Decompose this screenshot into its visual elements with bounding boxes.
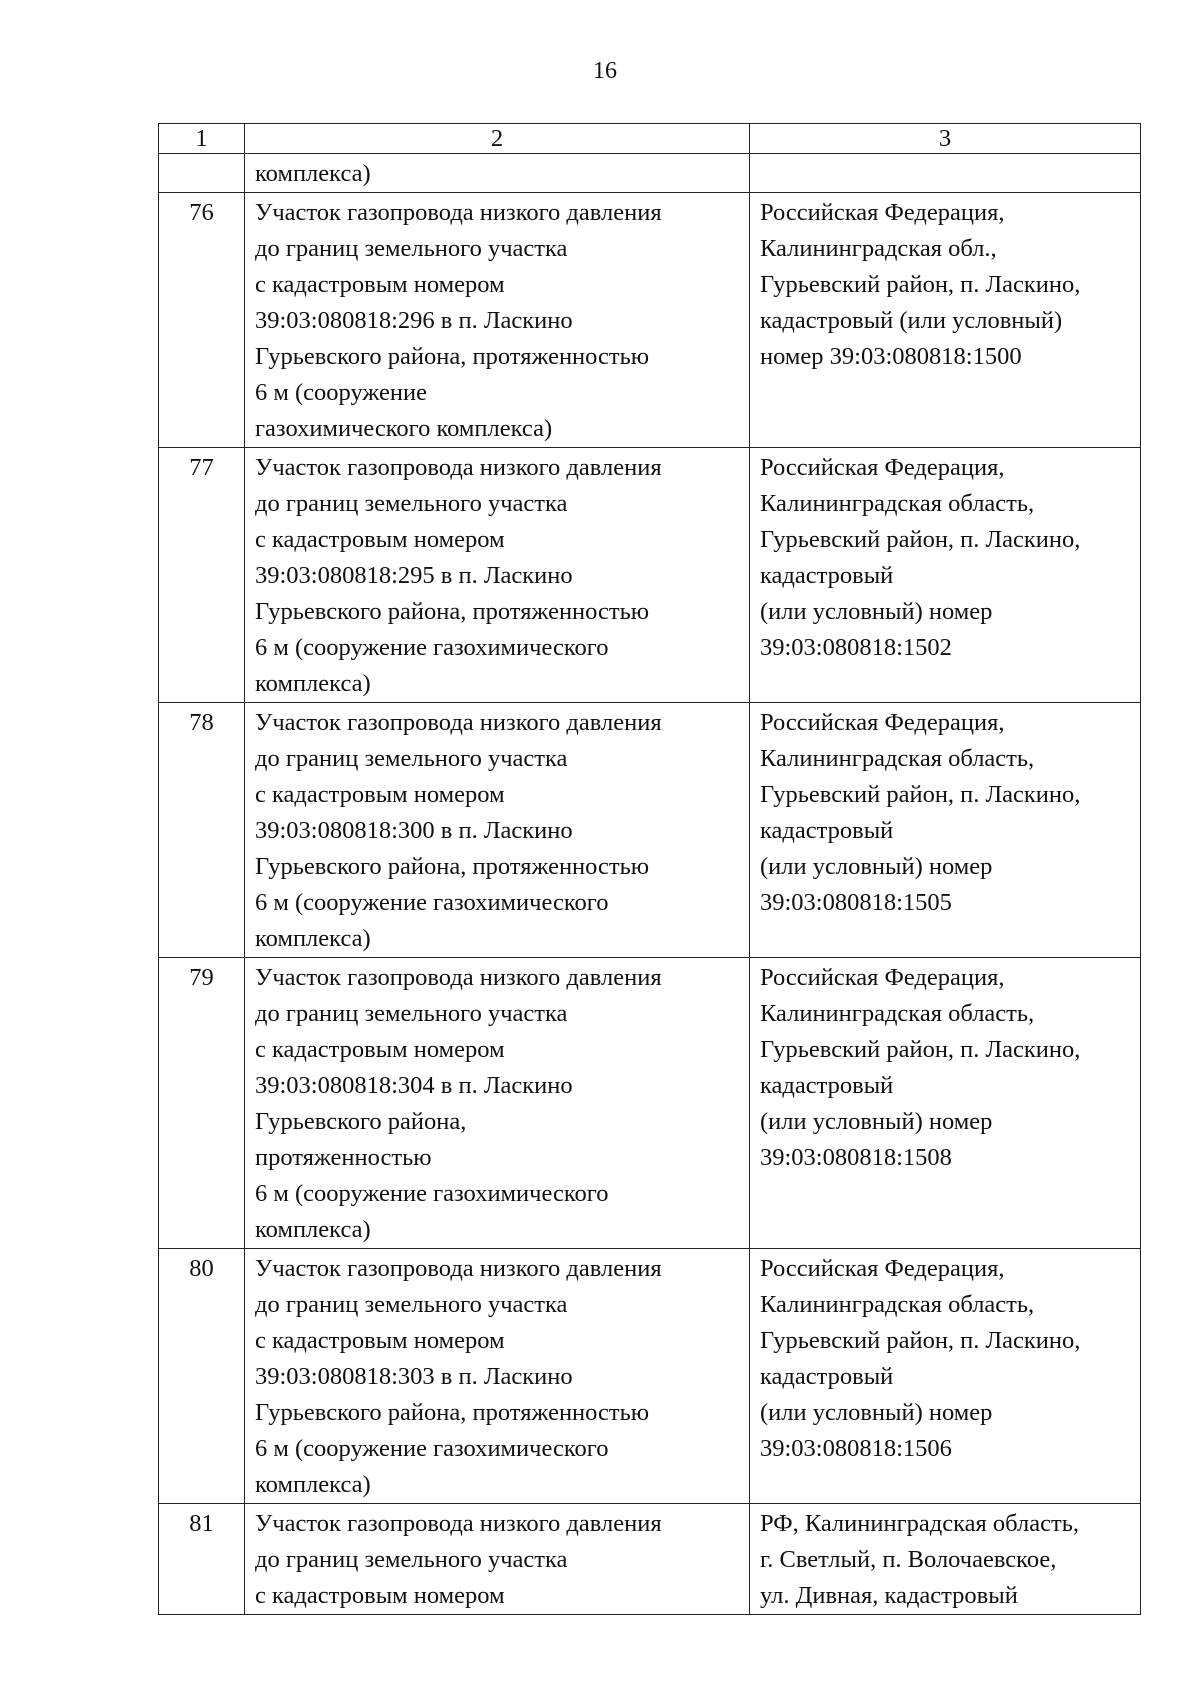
description-line: комплекса) xyxy=(255,1216,371,1243)
row-number-cell xyxy=(159,154,245,193)
table-row xyxy=(159,1249,1141,1504)
address-line: Гурьевский район, п. Ласкино, xyxy=(760,1036,1081,1063)
address-line: номер 39:03:080818:1500 xyxy=(760,343,1022,370)
description-line: Участок газопровода низкого давления xyxy=(255,454,662,481)
description-cell xyxy=(245,1504,750,1615)
description-line: комплекса) xyxy=(255,670,371,697)
description-cell xyxy=(245,703,750,958)
address-line: кадастровый xyxy=(760,1072,894,1099)
description-line: комплекса) xyxy=(255,1471,371,1498)
description-line: с кадастровым номером xyxy=(255,271,505,298)
description-line: газохимического комплекса) xyxy=(255,415,553,442)
table-header-row xyxy=(159,124,1141,154)
description-line: до границ земельного участка xyxy=(255,1291,568,1318)
address-line: 39:03:080818:1502 xyxy=(760,634,952,661)
address-line: (или условный) номер xyxy=(760,1108,993,1135)
table-row xyxy=(159,193,1141,448)
row-number-cell: 77 xyxy=(159,448,245,703)
address-cell xyxy=(750,703,1141,958)
description-line: 6 м (сооружение газохимического xyxy=(255,889,609,916)
address-line: Калининградская область, xyxy=(760,490,1035,517)
description-line: с кадастровым номером xyxy=(255,1327,505,1354)
address-line: Российская Федерация, xyxy=(760,964,1005,991)
description-line: с кадастровым номером xyxy=(255,1582,505,1609)
description-line: 39:03:080818:304 в п. Ласкино xyxy=(255,1072,573,1099)
address-cell xyxy=(750,958,1141,1249)
description-line: комплекса) xyxy=(255,925,371,952)
address-line: (или условный) номер xyxy=(760,853,993,880)
description-line: 6 м (сооружение газохимического xyxy=(255,1180,609,1207)
table-row xyxy=(159,958,1141,1249)
column-header: 1 xyxy=(159,124,245,154)
address-line: (или условный) номер xyxy=(760,598,993,625)
description-line: Участок газопровода низкого давления xyxy=(255,709,662,736)
row-number-cell: 81 xyxy=(159,1504,245,1615)
description-cell xyxy=(245,193,750,448)
address-line: Российская Федерация, xyxy=(760,709,1005,736)
description-line: с кадастровым номером xyxy=(255,781,505,808)
address-line: 39:03:080818:1508 xyxy=(760,1144,952,1171)
description-line: Участок газопровода низкого давления xyxy=(255,199,662,226)
address-line: Гурьевский район, п. Ласкино, xyxy=(760,271,1081,298)
table-row xyxy=(159,1504,1141,1615)
address-line: Гурьевский район, п. Ласкино, xyxy=(760,781,1081,808)
description-line: 39:03:080818:296 в п. Ласкино xyxy=(255,307,573,334)
registry-table xyxy=(158,123,1141,1615)
row-number-cell: 76 xyxy=(159,193,245,448)
description-line: 6 м (сооружение газохимического xyxy=(255,634,609,661)
address-cell xyxy=(750,448,1141,703)
description-line: протяженностью xyxy=(255,1144,432,1171)
address-cell xyxy=(750,193,1141,448)
description-line: Гурьевского района, xyxy=(255,1108,467,1135)
address-line: кадастровый (или условный) xyxy=(760,307,1063,334)
page-number: 16 xyxy=(593,58,617,84)
address-line: Калининградская область, xyxy=(760,1000,1035,1027)
description-line: до границ земельного участка xyxy=(255,235,568,262)
table-body xyxy=(159,124,1141,1615)
description-line: Участок газопровода низкого давления xyxy=(255,1510,662,1537)
description-line: до границ земельного участка xyxy=(255,745,568,772)
address-line: Гурьевский район, п. Ласкино, xyxy=(760,1327,1081,1354)
address-line: Российская Федерация, xyxy=(760,454,1005,481)
table-row xyxy=(159,154,1141,193)
address-line: 39:03:080818:1505 xyxy=(760,889,952,916)
address-cell xyxy=(750,1504,1141,1615)
address-line: кадастровый xyxy=(760,817,894,844)
description-line: до границ земельного участка xyxy=(255,1546,568,1573)
address-line: Российская Федерация, xyxy=(760,199,1005,226)
address-line: кадастровый xyxy=(760,562,894,589)
address-line: кадастровый xyxy=(760,1363,894,1390)
column-header: 2 xyxy=(245,124,750,154)
address-line: 39:03:080818:1506 xyxy=(760,1435,952,1462)
column-header: 3 xyxy=(750,124,1141,154)
description-line: 6 м (сооружение газохимического xyxy=(255,1435,609,1462)
address-line: Гурьевский район, п. Ласкино, xyxy=(760,526,1081,553)
address-cell xyxy=(750,154,1141,193)
description-cell xyxy=(245,154,750,193)
description-line: 39:03:080818:295 в п. Ласкино xyxy=(255,562,573,589)
description-line: Гурьевского района, протяженностью xyxy=(255,598,650,625)
description-cell xyxy=(245,448,750,703)
description-line: 6 м (сооружение xyxy=(255,379,427,406)
description-cell xyxy=(245,1249,750,1504)
description-line: Участок газопровода низкого давления xyxy=(255,964,662,991)
description-line: 39:03:080818:300 в п. Ласкино xyxy=(255,817,573,844)
table-row xyxy=(159,703,1141,958)
address-line: Калининградская обл., xyxy=(760,235,997,262)
row-number-cell: 79 xyxy=(159,958,245,1249)
description-line: 39:03:080818:303 в п. Ласкино xyxy=(255,1363,573,1390)
address-line: РФ, Калининградская область, xyxy=(760,1510,1079,1537)
description-line: до границ земельного участка xyxy=(255,1000,568,1027)
address-line: (или условный) номер xyxy=(760,1399,993,1426)
description-cell xyxy=(245,958,750,1249)
address-line: г. Светлый, п. Волочаевское, xyxy=(760,1546,1057,1573)
description-line: Гурьевского района, протяженностью xyxy=(255,1399,650,1426)
description-line: Участок газопровода низкого давления xyxy=(255,1255,662,1282)
description-line: с кадастровым номером xyxy=(255,1036,505,1063)
address-line: Калининградская область, xyxy=(760,745,1035,772)
address-line: Калининградская область, xyxy=(760,1291,1035,1318)
description-line: Гурьевского района, протяженностью xyxy=(255,343,650,370)
table-row xyxy=(159,448,1141,703)
address-line: ул. Дивная, кадастровый xyxy=(760,1582,1018,1609)
address-line: Российская Федерация, xyxy=(760,1255,1005,1282)
description-line: Гурьевского района, протяженностью xyxy=(255,853,650,880)
description-line: комплекса) xyxy=(255,160,371,187)
row-number-cell: 78 xyxy=(159,703,245,958)
row-number-cell: 80 xyxy=(159,1249,245,1504)
address-cell xyxy=(750,1249,1141,1504)
description-line: с кадастровым номером xyxy=(255,526,505,553)
description-line: до границ земельного участка xyxy=(255,490,568,517)
